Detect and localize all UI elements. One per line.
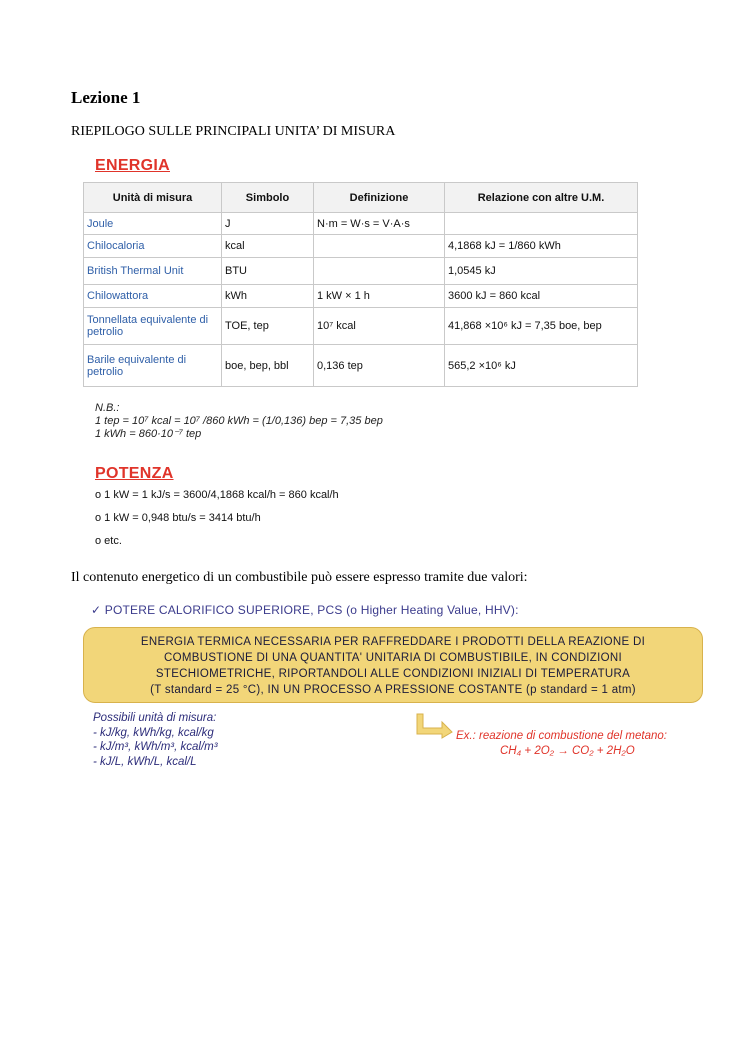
- unit-cell: Chilowattora: [84, 285, 222, 308]
- example-formula: CH₄ + 2O₂ → CO₂ + 2H₂O: [500, 745, 635, 757]
- symbol-cell: kcal: [222, 235, 314, 258]
- list-item: o 1 kW = 1 kJ/s = 3600/4,1868 kcal/h = 860 kcal/h: [95, 489, 339, 501]
- pcs-heading: ✓ POTERE CALORIFICO SUPERIORE, PCS (o Higher Heating Value, HHV):: [91, 603, 519, 617]
- column-header: Unità di misura: [84, 183, 222, 213]
- definition-line: ENERGIA TERMICA NECESSARIA PER RAFFREDDARE I PRODOTTI DELLA REAZIONE DI: [140, 636, 646, 648]
- page-title: Lezione 1: [71, 88, 141, 107]
- definition-cell: 10⁷ kcal: [314, 308, 445, 345]
- table-row: [84, 345, 638, 387]
- unit-cell: Barile equivalente di petrolio: [84, 345, 222, 387]
- definition-cell: 0,136 tep: [314, 345, 445, 387]
- definition-cell: N·m = W·s = V·A·s: [314, 213, 445, 235]
- definition-line: COMBUSTIONE DI UNA QUANTITA' UNITARIA DI COMBUSTIBILE, IN CONDIZIONI: [164, 652, 622, 664]
- list-item: o etc.: [95, 535, 122, 547]
- bent-arrow-icon: [414, 712, 454, 740]
- unit-cell: Chilocaloria: [84, 235, 222, 258]
- relation-cell: 1,0545 kJ: [445, 258, 638, 285]
- units-line: - kJ/L, kWh/L, kcal/L: [93, 755, 197, 768]
- units-line: - kJ/m³, kWh/m³, kcal/m³: [93, 741, 218, 753]
- relation-cell: 565,2 ×10⁶ kJ: [445, 345, 638, 387]
- energy-units-table: [83, 182, 638, 387]
- page-subtitle: RIEPILOGO SULLE PRINCIPALI UNITA’ DI MISURA: [71, 124, 396, 139]
- methane-example: [456, 729, 667, 759]
- table-header-row: [84, 183, 638, 213]
- units-heading: Possibili unità di misura:: [93, 712, 217, 724]
- list-item: o 1 kW = 0,948 btu/s = 3414 btu/h: [95, 512, 261, 524]
- symbol-cell: J: [222, 213, 314, 235]
- potenza-heading: POTENZA: [95, 465, 174, 482]
- nb-line: 1 tep = 10⁷ kcal = 10⁷ /860 kWh = (1/0,136) bep = 7,35 bep: [95, 415, 383, 427]
- table-row: [84, 258, 638, 285]
- definition-line: STECHIOMETRICHE, RIPORTANDOLI ALLE CONDIZIONI INIZIALI DI TEMPERATURA: [155, 668, 631, 680]
- definition-line: (T standard = 25 °C), IN UN PROCESSO A PRESSIONE COSTANTE (p standard = 1 atm): [150, 684, 636, 696]
- potenza-list: [95, 489, 339, 558]
- definition-cell: [314, 258, 445, 285]
- example-label: Ex.: reazione di combustione del metano:: [456, 730, 667, 742]
- unit-cell: British Thermal Unit: [84, 258, 222, 285]
- column-header: Simbolo: [222, 183, 314, 213]
- nb-label: N.B.:: [95, 402, 120, 414]
- nb-line: 1 kWh = 860·10⁻⁷ tep: [95, 428, 202, 440]
- intro-paragraph: Il contenuto energetico di un combustibile può essere espresso tramite due valori:: [71, 570, 528, 585]
- nb-note: [95, 402, 383, 441]
- table-row: [84, 308, 638, 345]
- column-header: Definizione: [314, 183, 445, 213]
- energia-heading: ENERGIA: [95, 157, 170, 174]
- unit-cell: Joule: [84, 213, 222, 235]
- symbol-cell: boe, bep, bbl: [222, 345, 314, 387]
- column-header: Relazione con altre U.M.: [445, 183, 638, 213]
- symbol-cell: BTU: [222, 258, 314, 285]
- table-row: [84, 285, 638, 308]
- relation-cell: 4,1868 kJ = 1/860 kWh: [445, 235, 638, 258]
- table-row: [84, 213, 638, 235]
- relation-cell: 3600 kJ = 860 kcal: [445, 285, 638, 308]
- units-line: - kJ/kg, kWh/kg, kcal/kg: [93, 726, 214, 739]
- table-row: [84, 235, 638, 258]
- definition-cell: 1 kW × 1 h: [314, 285, 445, 308]
- pcs-definition-callout: [83, 627, 703, 703]
- possible-units: [93, 711, 218, 769]
- symbol-cell: kWh: [222, 285, 314, 308]
- relation-cell: 41,868 ×10⁶ kJ = 7,35 boe, bep: [445, 308, 638, 345]
- symbol-cell: TOE, tep: [222, 308, 314, 345]
- relation-cell: [445, 213, 638, 235]
- definition-cell: [314, 235, 445, 258]
- unit-cell: Tonnellata equivalente di petrolio: [84, 308, 222, 345]
